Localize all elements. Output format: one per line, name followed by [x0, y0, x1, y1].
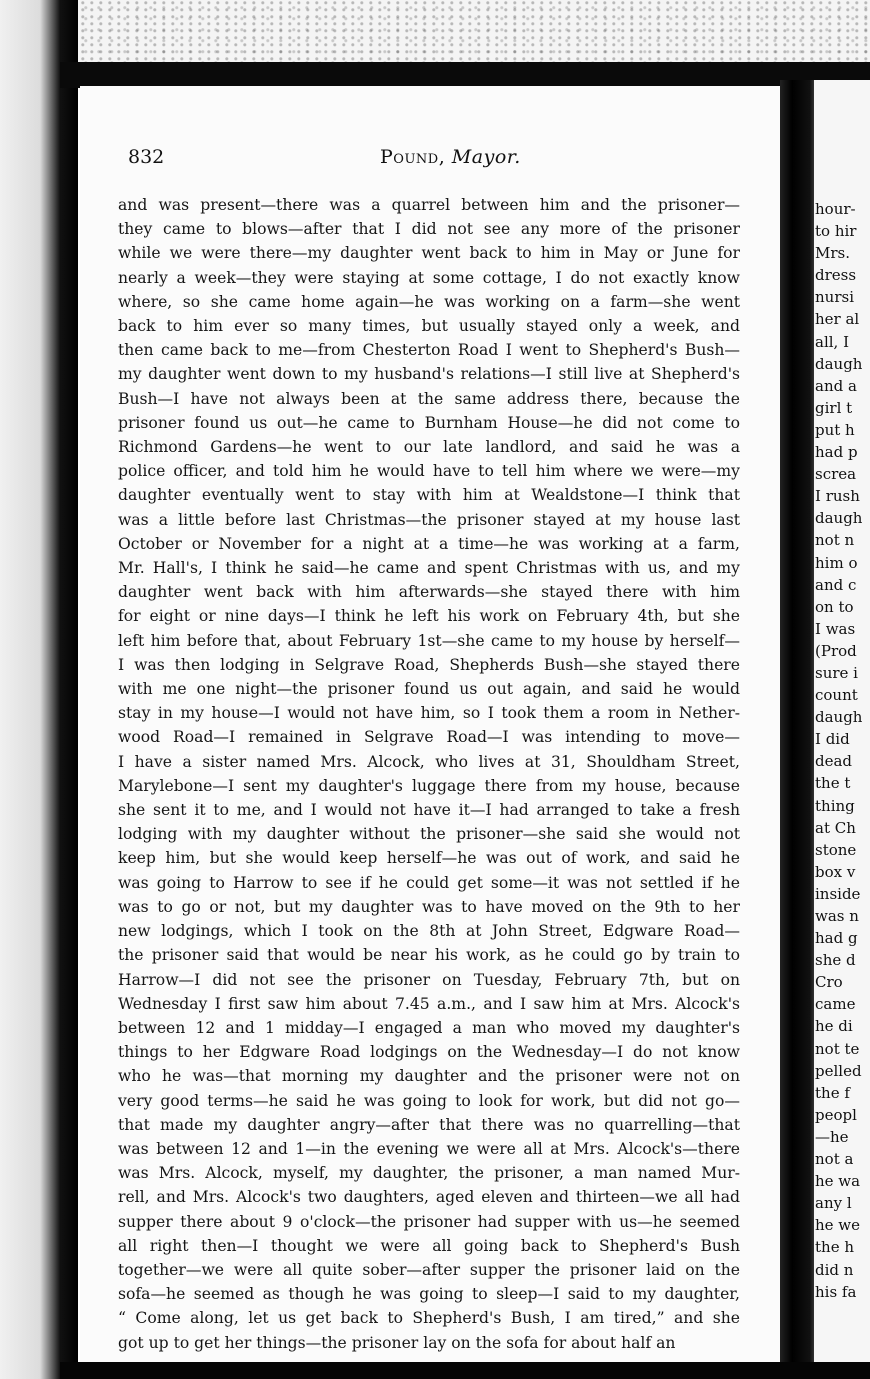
text-line: and was present—there was a quarrel between him and the prisoner— — [118, 196, 740, 214]
right-page-line: all, I — [815, 332, 849, 351]
right-page-line: —he — [815, 1127, 849, 1146]
right-page-line: girl t — [815, 398, 853, 417]
right-page-line: count — [815, 686, 858, 705]
running-head-title: Mayor. — [451, 146, 521, 168]
right-page-line: screa — [815, 465, 857, 484]
text-line: was between 12 and 1—in the evening we were all at Mrs. Alcock's—there — [118, 1139, 740, 1158]
text-line: supper there about 9 o'clock—the prisoner had supper with us—he seemed — [118, 1212, 740, 1231]
text-line: sofa—he seemed as though he was going to sleep—I said to my daughter, — [118, 1285, 740, 1304]
text-line: daughter went back with him afterwards—she stayed there with him — [118, 583, 740, 602]
text-line: wood Road—I remained in Selgrave Road—I was intending to move— — [118, 728, 740, 747]
page-number: 832 — [128, 146, 165, 168]
right-page-line: not n — [815, 531, 855, 550]
right-page-line: he di — [815, 1017, 853, 1036]
text-line: that made my daughter angry—after that there was no quarrelling—that — [118, 1115, 740, 1134]
text-line: was Mrs. Alcock, myself, my daughter, the prisoner, a man named Mur- — [118, 1164, 740, 1183]
right-page-line: dress — [815, 266, 857, 285]
right-page-line: pelled — [815, 1061, 862, 1080]
text-line: Mr. Hall's, I think he said—he came and spent Christmas with us, and my — [118, 559, 740, 578]
text-line: keep him, but she would keep herself—he was out of work, and said he — [118, 849, 740, 868]
text-line: new lodgings, which I took on the 8th at John Street, Edgware Road— — [118, 922, 740, 941]
text-line: rell, and Mrs. Alcock's two daughters, aged eleven and thirteen—we all had — [118, 1188, 740, 1207]
text-line: with me one night—the prisoner found us out again, and said he would — [118, 680, 740, 699]
scan-bottom-edge — [60, 1362, 870, 1379]
right-page-line: any l — [815, 1194, 852, 1213]
right-page-line: daugh — [815, 509, 863, 528]
right-page-line: sure i — [815, 663, 858, 682]
text-line: back to him ever so many times, but usually stayed only a week, and — [118, 317, 740, 336]
right-page-line: he wa — [815, 1172, 861, 1191]
right-page-line: I rush — [815, 487, 860, 506]
text-line: October or November for a night at a time—he was working at a farm, — [118, 534, 740, 553]
text-line: then came back to me—from Chesterton Road I went to Shepherd's Bush— — [118, 341, 740, 360]
text-line: very good terms—he said he was going to look for work, but did not go— — [118, 1091, 740, 1110]
running-head-name: Pound, — [380, 146, 446, 168]
right-page-line: had g — [815, 929, 858, 948]
text-line: my daughter went down to my husband's relations—I still live at Shepherd's — [118, 365, 740, 384]
right-page-line: to hir — [815, 222, 857, 241]
right-page-line: had p — [815, 443, 858, 462]
right-page-line: box v — [815, 862, 856, 881]
text-line: left him before that, about February 1st—she came to my house by herself— — [118, 631, 740, 650]
text-line: they came to blows—after that I did not see any more of the prisoner — [118, 220, 740, 239]
right-page-line: daugh — [815, 354, 863, 373]
right-page-line: Cro — [815, 973, 843, 992]
scan-left-edge — [0, 0, 78, 1379]
right-page-line: dead — [815, 752, 853, 771]
right-page-line: Mrs. — [815, 244, 850, 263]
text-line: while we were there—my daughter went back to him in May or June for — [118, 244, 740, 263]
right-page-line: the f — [815, 1083, 850, 1102]
right-page-line: the t — [815, 774, 851, 793]
text-line: lodging with my daughter without the prisoner—she said she would not — [118, 825, 740, 844]
right-page-line: was n — [815, 907, 859, 925]
text-line: got up to get her things—the prisoner lay on the sofa for about half an — [118, 1333, 676, 1352]
right-page-line: his fa — [815, 1282, 857, 1301]
book-gutter — [780, 80, 814, 1379]
scan-top-edge — [60, 62, 870, 88]
text-line: prisoner found us out—he came to Burnham House—he did not come to — [118, 413, 740, 432]
text-line: I was then lodging in Selgrave Road, Shepherds Bush—she stayed there — [118, 655, 740, 674]
right-page-line: inside — [815, 884, 861, 903]
right-page-line: thing — [815, 796, 855, 815]
text-line: Bush—I have not always been at the same address there, because the — [118, 389, 740, 408]
right-page-line: I was — [815, 619, 856, 638]
text-line: where, so she came home again—he was working on a farm—she went — [118, 292, 740, 311]
text-line: all right then—I thought we were all going back to Shepherd's Bush — [118, 1236, 740, 1255]
right-page-line: the h — [815, 1238, 854, 1257]
right-page-text — [815, 198, 870, 1303]
text-line: Marylebone—I sent my daughter's luggage there from my house, because — [118, 776, 740, 795]
right-page-line: not a — [815, 1150, 854, 1169]
right-page-line: hour- — [815, 200, 856, 218]
right-page-line: not te — [815, 1039, 860, 1058]
right-page-line: daugh — [815, 708, 863, 727]
text-line: daughter eventually went to stay with him at Wealdstone—I think that — [118, 486, 740, 505]
right-page-line: peopl — [815, 1105, 857, 1124]
body-text — [118, 193, 740, 1355]
text-line: Richmond Gardens—he went to our late landlord, and said he was a — [118, 438, 740, 457]
right-page-line: him o — [815, 553, 858, 572]
running-head — [380, 146, 521, 168]
text-line: I have a sister named Mrs. Alcock, who lives at 31, Shouldham Street, — [118, 752, 740, 771]
text-line: Wednesday I first saw him about 7.45 a.m., and I saw him at Mrs. Alcock's — [118, 994, 740, 1013]
text-line: she sent it to me, and I would not have it—I had arranged to take a fresh — [118, 801, 740, 820]
right-page-line: and c — [815, 575, 857, 594]
right-page-line: I did — [815, 730, 850, 749]
right-page-line: he we — [815, 1216, 861, 1235]
text-line: together—we were all quite sober—after supper the prisoner laid on the — [118, 1260, 740, 1279]
text-line: Harrow—I did not see the prisoner on Tuesday, February 7th, but on — [118, 970, 740, 989]
text-line: was a little before last Christmas—the prisoner stayed at my house last — [118, 510, 740, 529]
text-line: was going to Harrow to see if he could get some—it was not settled if he — [118, 873, 740, 892]
text-line: who he was—that morning my daughter and the prisoner were not on — [118, 1067, 740, 1086]
text-line: the prisoner said that would be near his work, as he could go by train to — [118, 946, 740, 965]
right-page-line: and a — [815, 376, 857, 395]
right-page-line: she d — [815, 951, 856, 970]
right-page-line: put h — [815, 420, 855, 439]
right-page-line: at Ch — [815, 818, 856, 837]
text-line: between 12 and 1 midday—I engaged a man who moved my daughter's — [118, 1018, 740, 1037]
right-page-line: came — [815, 995, 856, 1014]
text-line: things to her Edgware Road lodgings on the Wednesday—I do not know — [118, 1043, 740, 1062]
right-page-line: on to — [815, 597, 854, 616]
text-line: was to go or not, but my daughter was to have moved on the 9th to her — [118, 897, 740, 916]
text-line: nearly a week—they were staying at some cottage, I do not exactly know — [118, 268, 740, 287]
text-line: for eight or nine days—I think he left his work on February 4th, but she — [118, 607, 740, 626]
text-line: stay in my house—I would not have him, so I took them a room in Nether- — [118, 704, 740, 723]
text-line: “ Come along, let us get back to Shepherd's Bush, I am tired,” and she — [118, 1309, 740, 1328]
right-page-line: nursi — [815, 288, 854, 307]
right-page-line: (Prod — [815, 641, 857, 660]
right-page-line: her al — [815, 310, 860, 329]
text-line: police officer, and told him he would have to tell him where we were—my — [118, 462, 740, 481]
right-page-line: stone — [815, 840, 857, 859]
right-page-line: did n — [815, 1260, 854, 1279]
